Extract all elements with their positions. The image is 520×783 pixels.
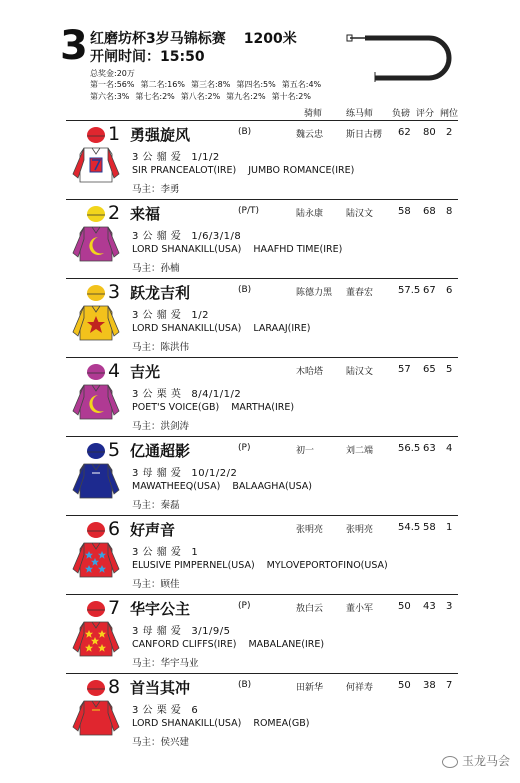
col-weight: 负磅 [392, 109, 411, 119]
horse-draw: 6 [446, 285, 453, 296]
horse-sire: MAWATHEEQ(USA) [132, 481, 221, 492]
horse-form: 1/2 [191, 310, 209, 321]
horse-weight: 58 [398, 206, 411, 217]
col-rating: 评分 [416, 109, 435, 119]
horse-name: 首当其冲 [130, 679, 191, 697]
horse-info [132, 701, 198, 716]
horse-rating: 68 [423, 206, 436, 217]
jockey-name: 木哈塔 [296, 367, 324, 377]
runner-row [66, 436, 458, 516]
horse-weight: 57 [398, 364, 411, 375]
trainer-name: 何祥寿 [346, 683, 374, 693]
horse-gear: (B) [238, 680, 252, 690]
horse-draw: 2 [446, 127, 453, 138]
horse-profile: 3 母 骝 爱 [132, 626, 182, 637]
trainer-name: 刘二端 [346, 446, 374, 456]
jockey-name: 陆永康 [296, 209, 324, 219]
horse-form: 10/1/2/2 [191, 468, 238, 479]
horse-rating: 43 [423, 601, 436, 612]
horse-rating: 38 [423, 680, 436, 691]
brand-name: 玉龙马会 [461, 754, 510, 768]
horse-gear: (B) [238, 285, 252, 295]
jockey-name: 陈德力黑 [296, 288, 333, 298]
horse-draw: 4 [446, 443, 453, 454]
horse-name: 跃龙吉利 [130, 284, 191, 302]
horse-weight: 50 [398, 680, 411, 691]
horse-pedigree [132, 560, 388, 571]
horse-number: 7 [108, 597, 121, 619]
horse-info [132, 148, 220, 163]
horse-pedigree [132, 402, 294, 413]
horse-info [132, 622, 230, 637]
horse-form: 6 [191, 705, 199, 716]
race-name: 红磨坊杯3岁马锦标赛 [90, 31, 226, 47]
horse-form: 1/6/3/1/8 [191, 231, 242, 242]
horse-sire: LORD SHANAKILL(USA) [132, 244, 242, 255]
horse-number: 5 [108, 439, 121, 461]
horse-dam: BALAAGHA(USA) [232, 481, 313, 492]
runner-row [66, 515, 458, 595]
horse-dam: ROMEA(GB) [253, 718, 310, 729]
horse-draw: 7 [446, 680, 453, 691]
horse-gear: (B) [238, 127, 252, 137]
horse-profile: 3 公 栗 英 [132, 389, 182, 400]
horse-dam: MABALANE(IRE) [248, 639, 325, 650]
trainer-name: 董小军 [346, 604, 374, 614]
horse-form: 3/1/9/5 [191, 626, 231, 637]
prize-item: 第六名:3% [90, 92, 130, 101]
race-start-time: 开闸时间：15:50 [90, 49, 205, 65]
wechat-icon [442, 756, 458, 768]
horse-number: 3 [108, 281, 121, 303]
race-number: 3 [60, 23, 88, 69]
horse-profile: 3 公 骝 爱 [132, 310, 182, 321]
horse-number: 1 [108, 123, 121, 145]
horse-form: 1/1/2 [191, 152, 220, 163]
column-headers [0, 106, 520, 120]
horse-weight: 54.5 [398, 522, 421, 533]
horse-rating: 63 [423, 443, 436, 454]
horse-pedigree [132, 718, 309, 729]
horse-rating: 67 [423, 285, 436, 296]
trainer-name: 斯日古楞 [346, 130, 383, 140]
prize-item: 第八名:2% [180, 92, 221, 101]
trainer-name: 张明亮 [346, 525, 374, 535]
horse-dam: MARTHA(IRE) [231, 402, 295, 413]
horse-form: 1 [191, 547, 199, 558]
prize-item: 第一名:56% [90, 80, 135, 89]
race-title [90, 28, 297, 48]
col-draw: 闸位 [440, 109, 459, 119]
prize-row-1 [90, 79, 327, 90]
horse-name: 好声音 [130, 521, 176, 539]
horse-rating: 80 [423, 127, 436, 138]
horse-rating: 65 [423, 364, 436, 375]
track-diagram-icon [345, 24, 460, 84]
horse-form: 8/4/1/1/2 [191, 389, 242, 400]
prize-total: 总奖金:20万 [90, 69, 135, 78]
horse-draw: 5 [446, 364, 453, 375]
horse-pedigree [132, 244, 342, 255]
prize-item: 第五名:4% [281, 80, 322, 89]
horse-weight: 62 [398, 127, 411, 138]
prize-row-2 [90, 91, 317, 102]
horse-owner: 马主：华宇马业 [132, 658, 199, 669]
prize-item: 第三名:8% [190, 80, 231, 89]
horse-owner: 马主：李勇 [132, 184, 180, 195]
horse-sire: LORD SHANAKILL(USA) [132, 323, 242, 334]
brand-watermark [442, 752, 510, 769]
horse-weight: 56.5 [398, 443, 421, 454]
horse-sire: SIR PRANCEALOT(IRE) [132, 165, 237, 176]
jockey-name: 张明亮 [296, 525, 324, 535]
runner-row [66, 199, 458, 279]
horse-name: 吉光 [130, 363, 161, 381]
horse-info [132, 385, 241, 400]
prize-item: 第二名:16% [140, 80, 185, 89]
horse-owner: 马主：秦磊 [132, 500, 180, 511]
horse-dam: MYLOVEPORTOFINO(USA) [266, 560, 388, 571]
horse-info [132, 306, 209, 321]
horse-profile: 3 公 栗 爱 [132, 705, 182, 716]
horse-number: 6 [108, 518, 121, 540]
horse-number: 8 [108, 676, 121, 698]
horse-sire: POET'S VOICE(GB) [132, 402, 220, 413]
horse-info [132, 543, 198, 558]
horse-gear: (P) [238, 601, 251, 611]
runner-row [66, 357, 458, 437]
horse-owner: 马主：顾佳 [132, 579, 180, 590]
race-distance: 1200米 [243, 31, 297, 47]
horse-owner: 马主：洪剑涛 [132, 421, 190, 432]
horse-dam: JUMBO ROMANCE(IRE) [248, 165, 355, 176]
runner-row [66, 594, 458, 674]
prize-item: 第十名:2% [271, 92, 311, 101]
horse-weight: 57.5 [398, 285, 421, 296]
prize-item: 第七名:2% [135, 92, 175, 101]
trainer-name: 陆汉文 [346, 367, 374, 377]
horse-profile: 3 公 骝 爱 [132, 547, 182, 558]
prize-item: 第九名:2% [226, 92, 266, 101]
horse-name: 来福 [130, 205, 161, 223]
horse-dam: LARAAJ(IRE) [253, 323, 311, 334]
horse-info [132, 227, 241, 242]
horse-pedigree [132, 165, 354, 176]
horse-number: 4 [108, 360, 121, 382]
runner-row [66, 673, 458, 753]
horse-draw: 3 [446, 601, 453, 612]
prize-item: 第四名:5% [236, 80, 276, 89]
horse-rating: 58 [423, 522, 436, 533]
horse-info [132, 464, 237, 479]
horse-gear: (P/T) [238, 206, 259, 216]
horse-dam: HAAFHD TIME(IRE) [253, 244, 343, 255]
horse-weight: 50 [398, 601, 411, 612]
horse-pedigree [132, 323, 310, 334]
horse-name: 勇强旋风 [130, 126, 191, 144]
col-jockey: 骑师 [304, 109, 323, 119]
runner-row [66, 278, 458, 358]
jockey-name: 初一 [296, 446, 315, 456]
horse-number: 2 [108, 202, 121, 224]
horse-sire: LORD SHANAKILL(USA) [132, 718, 242, 729]
horse-profile: 3 公 骝 爱 [132, 152, 182, 163]
horse-draw: 8 [446, 206, 453, 217]
horse-pedigree [132, 639, 324, 650]
horse-draw: 1 [446, 522, 453, 533]
col-trainer: 练马师 [346, 109, 374, 119]
horse-pedigree [132, 481, 312, 492]
horse-sire: CANFORD CLIFFS(IRE) [132, 639, 237, 650]
horse-gear: (P) [238, 443, 251, 453]
horse-profile: 3 公 骝 爱 [132, 231, 182, 242]
runner-row [66, 120, 458, 200]
horse-owner: 马主：孙楠 [132, 263, 180, 274]
horse-name: 亿通超影 [130, 442, 191, 460]
race-header [0, 0, 520, 120]
jockey-name: 魏云忠 [296, 130, 324, 140]
horse-owner: 马主：陈洪伟 [132, 342, 190, 353]
trainer-name: 董春宏 [346, 288, 374, 298]
horse-name: 华宇公主 [130, 600, 191, 618]
jockey-name: 田新华 [296, 683, 324, 693]
horse-profile: 3 母 骝 爱 [132, 468, 182, 479]
trainer-name: 陆汉文 [346, 209, 374, 219]
horse-owner: 马主：侯兴建 [132, 737, 190, 748]
jockey-name: 敖白云 [296, 604, 324, 614]
horse-sire: ELUSIVE PIMPERNEL(USA) [132, 560, 255, 571]
